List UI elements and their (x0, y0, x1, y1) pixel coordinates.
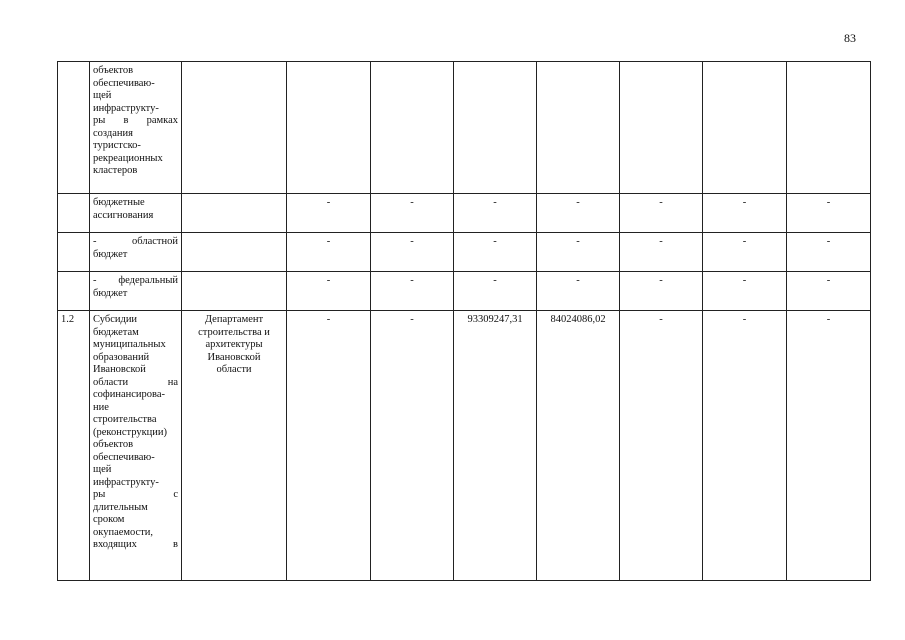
item-name-line: бюджетам (93, 326, 139, 338)
budget-table (57, 61, 871, 581)
value-cell-6 (703, 62, 787, 194)
item-name-line: рекреационных (93, 152, 163, 164)
value-cell-6: - (703, 272, 787, 311)
item-name-line: длительным (93, 501, 148, 513)
item-name-line: бюджет (93, 287, 128, 299)
item-name-line: щей (93, 90, 112, 101)
value-cell-1 (287, 62, 371, 194)
item-name-line: объектов (93, 65, 134, 76)
executor-line: строительства и (198, 326, 270, 338)
value-cell-4: 84024086,02 (537, 311, 620, 581)
value-cell-1: - (287, 233, 371, 272)
item-name-line: (реконструкции) (93, 426, 168, 438)
item-name-cell (90, 233, 182, 272)
row-number-cell (58, 233, 90, 272)
item-name-line: туристско- (93, 140, 141, 151)
item-name-line: инфраструкту- (93, 102, 159, 114)
executor-cell (182, 311, 287, 581)
value-cell-3 (454, 62, 537, 194)
item-name-line: ассигнования (93, 209, 154, 221)
value-cell-6: - (703, 311, 787, 581)
value-cell-4: - (537, 194, 620, 233)
value-cell-6: - (703, 233, 787, 272)
item-name-line: ры в рамках (93, 115, 178, 126)
value-cell-2: - (371, 194, 454, 233)
value-cell-3: - (454, 233, 537, 272)
item-name-line: щей (93, 464, 112, 475)
item-name-line: обеспечиваю- (93, 451, 155, 463)
value-cell-7: - (787, 311, 871, 581)
item-name-cell (90, 272, 182, 311)
item-name-line: бюджет (93, 248, 128, 260)
value-cell-1: - (287, 194, 371, 233)
value-cell-7 (787, 62, 871, 194)
value-cell-2 (371, 62, 454, 194)
value-cell-5: - (620, 311, 703, 581)
value-cell-1: - (287, 311, 371, 581)
value-cell-5: - (620, 233, 703, 272)
item-name-line: строительства (93, 414, 157, 425)
value-cell-7: - (787, 272, 871, 311)
item-name-line: входящих в (93, 539, 178, 550)
value-cell-5 (620, 62, 703, 194)
item-name-line: - федеральный (93, 275, 178, 286)
table-row (58, 233, 871, 272)
item-name-line: создания (93, 127, 133, 139)
item-name-cell (90, 194, 182, 233)
executor-cell (182, 194, 287, 233)
value-cell-3: - (454, 272, 537, 311)
item-name-line: окупаемости, (93, 526, 154, 538)
value-cell-3: 93309247,31 (454, 311, 537, 581)
executor-line: Ивановской (207, 351, 261, 363)
table-row (58, 194, 871, 233)
value-cell-2: - (371, 272, 454, 311)
item-name-cell (90, 311, 182, 581)
item-name-line: кластеров (93, 165, 138, 176)
value-cell-6: - (703, 194, 787, 233)
item-name-line: ры с (93, 489, 178, 500)
item-name-line: софинансирова- (93, 389, 165, 400)
value-cell-3: - (454, 194, 537, 233)
row-number-cell (58, 272, 90, 311)
page-number: 83 (844, 31, 856, 45)
executor-cell (182, 272, 287, 311)
item-name-line: бюджетные (93, 197, 145, 208)
item-name-line: обеспечиваю- (93, 77, 155, 89)
executor-line: области (216, 364, 252, 375)
executor-cell (182, 62, 287, 194)
value-cell-5: - (620, 272, 703, 311)
item-name-line: инфраструкту- (93, 476, 159, 488)
item-name-line: Ивановской (93, 364, 146, 375)
item-name-line: образований (93, 351, 150, 363)
value-cell-4 (537, 62, 620, 194)
item-name-line: сроком (93, 514, 125, 525)
executor-line: архитектуры (205, 339, 263, 350)
value-cell-7: - (787, 194, 871, 233)
value-cell-5: - (620, 194, 703, 233)
item-name-line: объектов (93, 439, 134, 450)
item-name-line: муниципальных (93, 339, 166, 350)
item-name-line: - областной (93, 236, 178, 247)
value-cell-2: - (371, 311, 454, 581)
value-cell-7: - (787, 233, 871, 272)
item-name-line: ние (93, 401, 109, 413)
value-cell-4: - (537, 233, 620, 272)
table-row (58, 272, 871, 311)
executor-line: Департамент (204, 314, 264, 325)
row-number-cell (58, 194, 90, 233)
executor-cell (182, 233, 287, 272)
row-number-cell: 1.2 (58, 311, 90, 581)
value-cell-1: - (287, 272, 371, 311)
value-cell-4: - (537, 272, 620, 311)
item-name-line: Субсидии (93, 314, 138, 325)
row-number-cell (58, 62, 90, 194)
table-row (58, 311, 871, 581)
item-name-line: области на (93, 376, 178, 388)
value-cell-2: - (371, 233, 454, 272)
item-name-cell (90, 62, 182, 194)
table-row (58, 62, 871, 194)
